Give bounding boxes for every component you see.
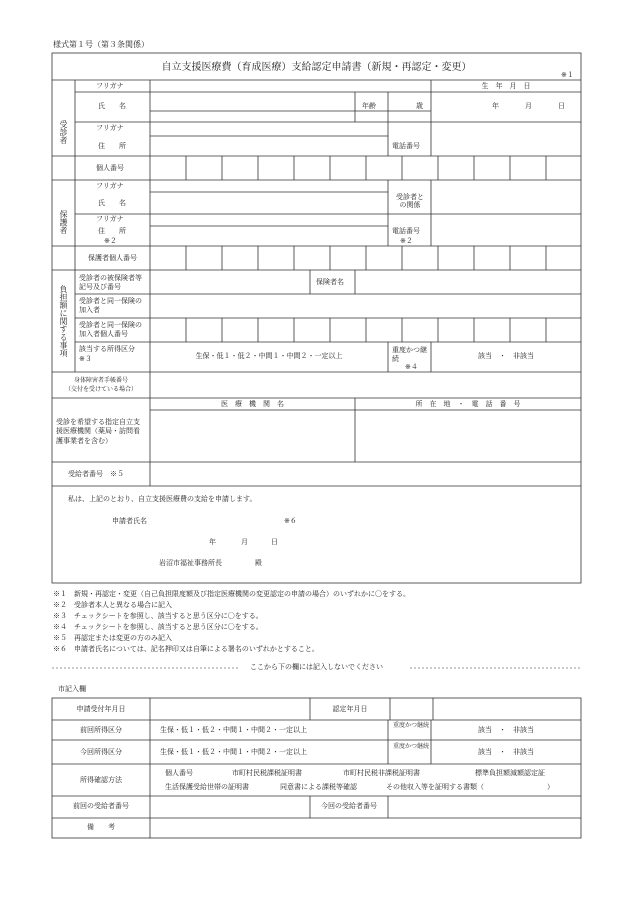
- prev-severe-label: 重度かつ継続: [392, 722, 429, 729]
- office-table-frame: [52, 698, 581, 838]
- guardian-relation-label: 受診者との関係: [396, 193, 424, 210]
- guardian-phone-label: 電話番号: [392, 227, 420, 235]
- patient-birth-header: 生 年 月 日: [481, 82, 531, 90]
- guardian-number-box-dividers: [186, 246, 546, 270]
- severe-label: 重度かつ継続: [392, 346, 427, 363]
- note-4: ※４ チェックシートを参照し、該当すると思う区分に〇をする。: [53, 623, 263, 631]
- declaration-month: 月: [241, 538, 248, 546]
- form-title: 自立支援医療費（育成医療）支給認定申請書（新規・再認定・変更）: [161, 62, 472, 73]
- severe-options: 該当 ・ 非該当: [478, 352, 534, 360]
- cert-date-label: 認定年月日: [332, 705, 368, 713]
- income-class-label: 該当する所得区分: [79, 345, 135, 353]
- patient-number-box-dividers: [186, 156, 546, 180]
- note-1: ※１ 新規・再認定・変更（自己負担限度額及び指定医療機関の変更認定の申請の場合）のいずれかに〇をする。: [53, 590, 410, 598]
- burden-number-box-dividers: [186, 318, 546, 342]
- birth-year: 年: [492, 102, 499, 110]
- disability-label: 身体障害者手帳番号: [73, 377, 128, 384]
- patient-phone-label: 電話番号: [392, 142, 420, 150]
- patient-address-label: 住 所: [98, 142, 126, 150]
- patient-furigana-label: フリガナ: [96, 82, 124, 90]
- insurer-name-label: 保険者名: [316, 278, 344, 286]
- guardian-address-furigana-label: フリガナ: [96, 215, 124, 223]
- note-6: ※６ 申請者氏名については、記名押印又は自筆による署名のいずれかとすること。: [53, 645, 319, 653]
- method-nontax-cert: 市町村民税非課税証明書: [343, 769, 420, 777]
- declaration-day: 日: [271, 538, 278, 546]
- curr-severe-label: 重度かつ継続: [392, 743, 429, 750]
- disability-sub: （交付を受けている場合）: [64, 386, 137, 393]
- received-date-label: 申請受付年月日: [76, 705, 126, 713]
- form-number: 様式第１号（第３条関係）: [53, 40, 149, 49]
- title-note: ※１: [561, 71, 574, 79]
- patient-age-unit: 歳: [416, 102, 423, 110]
- prev-number-label: 前回の受給者番号: [73, 802, 129, 810]
- note-5: ※５ 再認定または変更の方のみ記入: [53, 634, 172, 642]
- severe-note: ※４: [405, 363, 418, 371]
- insured-symbol-label: 受診者の被保険者等記号及び番号: [79, 274, 142, 291]
- guardian-name-label: 氏 名: [98, 199, 126, 207]
- curr-number-label: 今回の受給者番号: [321, 802, 377, 810]
- declaration-text: 私は、上記のとおり、自立支援医療費の支給を申請します。: [68, 495, 257, 503]
- note-2: ※２ 受診者本人と異なる場合に記入: [53, 601, 172, 609]
- birth-day: 日: [558, 102, 565, 110]
- income-class-options: 生保・低１・低２・中間１・中間２・一定以上: [195, 352, 343, 360]
- curr-severe-options: 該当 ・ 非該当: [478, 748, 534, 756]
- prev-income-label: 前回所得区分: [80, 726, 122, 734]
- income-class-note: ※３: [79, 355, 92, 363]
- curr-income-label: 今回所得区分: [80, 748, 122, 756]
- patient-address-furigana-label: フリガナ: [96, 124, 124, 132]
- income-method-label: 所得確認方法: [80, 776, 122, 784]
- recipient-number-label: 受給者番号 ※５: [68, 470, 124, 478]
- prev-severe-options: 該当 ・ 非該当: [478, 726, 534, 734]
- curr-income-options: 生保・低１・低２・中間１・中間２・一定以上: [160, 748, 307, 756]
- patient-my-number-label: 個人番号: [96, 164, 124, 172]
- method-my-number: 個人番号: [165, 769, 193, 777]
- burden-section-label: 負担額に関する事項: [59, 285, 68, 357]
- method-consent: 同意書による課税等確認: [280, 783, 357, 791]
- patient-section-label: 受診者: [59, 120, 68, 144]
- note-3: ※３ チェックシートを参照し、該当すると思う区分に〇をする。: [53, 612, 263, 620]
- guardian-my-number-label: 保護者個人番号: [88, 254, 137, 262]
- method-reduction-cert: 標準負担額減額認定証: [475, 769, 545, 777]
- same-insurance-label: 受診者と同一保険の加入者: [79, 297, 142, 314]
- guardian-phone-note: ※２: [400, 237, 413, 245]
- honorific: 殿: [255, 559, 262, 567]
- guardian-address-label: 住 所: [98, 227, 126, 235]
- applicant-label: 申請者氏名: [112, 517, 147, 525]
- guardian-furigana-label: フリガナ: [96, 182, 124, 190]
- declaration-year: 年: [209, 538, 216, 546]
- guardian-section-label: 保護者: [59, 210, 68, 234]
- institution-label: 受診を希望する指定自立支援医療機関（薬局・訪問看護事業者を含む）: [56, 418, 140, 445]
- office-use-label: 市記入欄: [58, 685, 86, 693]
- institution-col-name: 医 療 機 関 名: [221, 400, 284, 408]
- addressee: 岩沼市福祉事務所長: [159, 559, 222, 567]
- patient-name-label: 氏 名: [98, 102, 126, 110]
- birth-month: 月: [525, 102, 532, 110]
- patient-age-label: 年齢: [362, 102, 376, 110]
- method-tax-cert: 市町村民税課税証明書: [232, 769, 302, 777]
- institution-col-address: 所 在 地 ・ 電 話 番 号: [415, 400, 521, 408]
- prev-income-options: 生保・低１・低２・中間１・中間２・一定以上: [160, 726, 307, 734]
- guardian-address-note: ※２: [104, 237, 117, 245]
- applicant-note: ※６: [284, 517, 297, 525]
- cut-line-text: ここから下の欄には記入しないでください: [250, 663, 383, 671]
- remarks-label: 備 考: [87, 823, 115, 831]
- method-welfare-cert: 生活保護受給世帯の証明書: [165, 783, 249, 791]
- same-insurance-my-number-label: 受診者と同一保険の加入者個人番号: [79, 321, 142, 338]
- method-other: その他収入等を証明する書類（ ）: [386, 783, 554, 791]
